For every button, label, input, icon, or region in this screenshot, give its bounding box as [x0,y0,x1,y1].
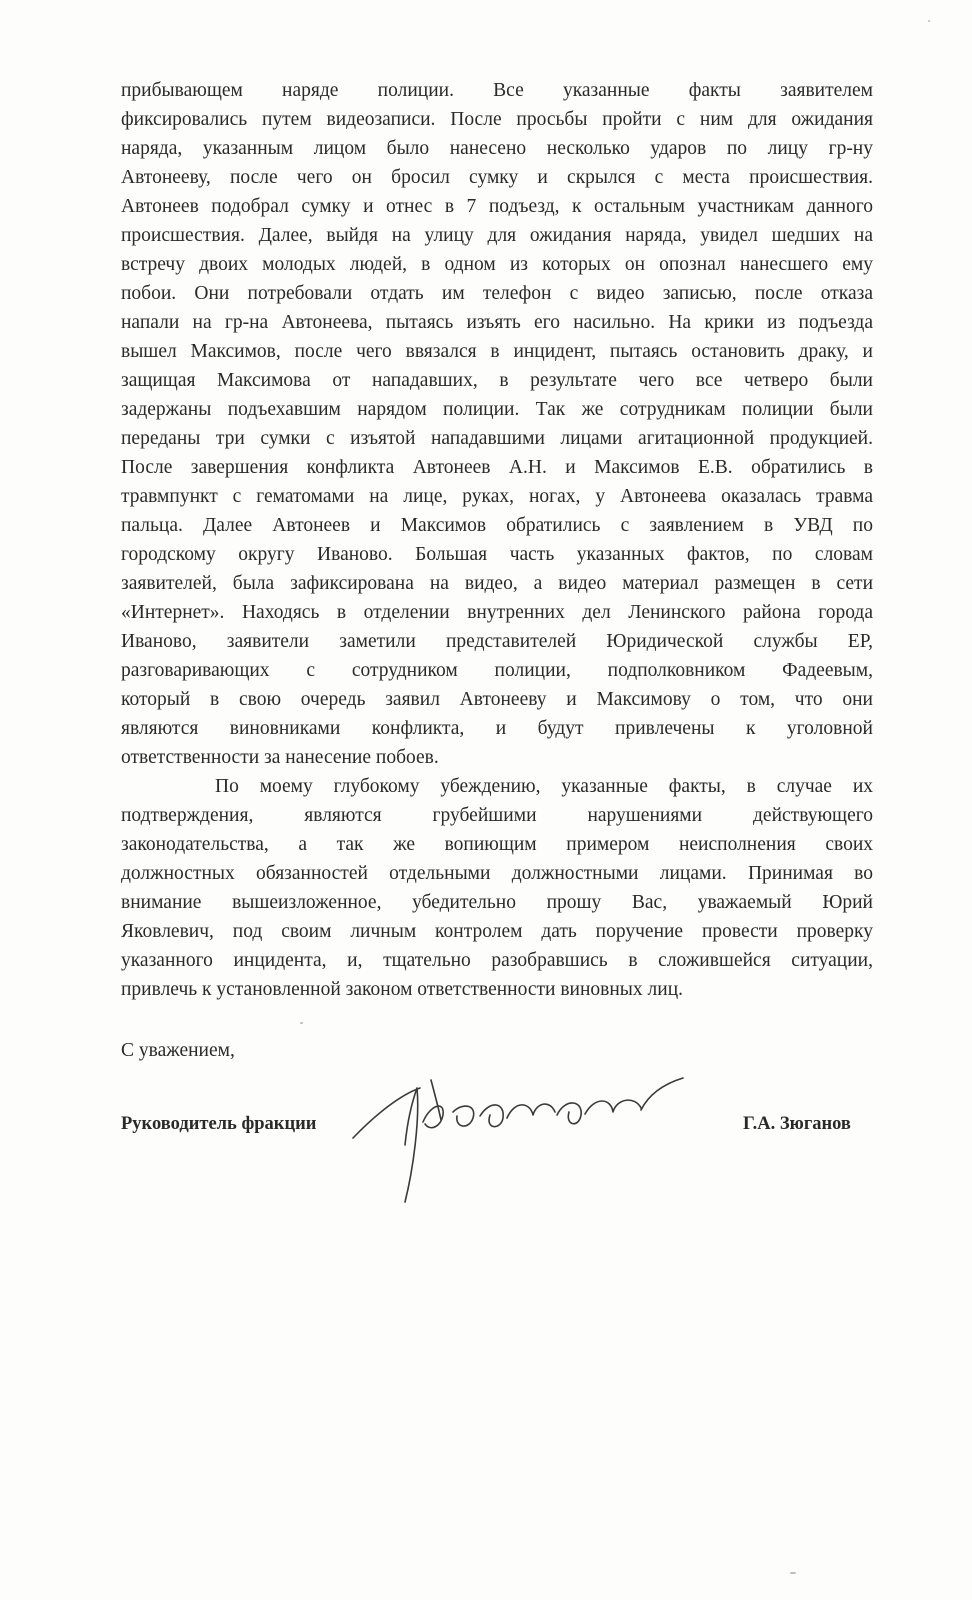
text-line: побои. Они потребовали отдать им телефон с видео записью, после отказа [121,283,873,304]
text-line: происшествия. Далее, выйдя на улицу для ожидания наряда, увидел шедших на [121,225,873,246]
text-line: Автонееву, после чего он бросил сумку и скрылся с места происшествия. [121,167,873,188]
paragraph-2 [121,772,873,1004]
text-line: являются виновниками конфликта, и будут привлечены к уголовной [121,718,873,739]
text-line: встречу двоих молодых людей, в одном из которых он опознал нанесшего ему [121,254,873,275]
signatory-name: Г.А. Зюганов [743,1114,851,1134]
text-line: должностных обязанностей отдельными должностными лицами. Принимая во [121,863,873,884]
text-line: После завершения конфликта Автонеев А.Н. и Максимов Е.В. обратились в [121,457,873,478]
text-line: пальца. Далее Автонеев и Максимов обратились с заявлением в УВД по [121,515,873,536]
text-line: указанного инцидента, и, тщательно разобравшись в сложившейся ситуации, [121,950,873,971]
text-line: По моему глубокому убеждению, указанные факты, в случае их [215,776,873,797]
text-line: наряда, указанным лицом было нанесено несколько ударов по лицу гр-ну [121,138,873,159]
scan-speck [790,1572,796,1574]
text-line: задержаны подъехавшим нарядом полиции. Так же сотрудникам полиции были [121,399,873,420]
scan-speck [300,1022,303,1024]
text-line: фиксировались путем видеозаписи. После просьбы пройти с ним для ожидания [121,109,873,130]
text-line: ответственности за нанесение побоев. [121,747,439,768]
text-line: Иваново, заявители заметили представителей Юридической службы ЕР, [121,631,873,652]
paragraph-1 [121,76,873,772]
text-line: подтверждения, являются грубейшими нарушениями действующего [121,805,873,826]
handwritten-signature [345,1060,705,1210]
text-line: заявителей, была зафиксирована на видео, а видео материал размещен в сети [121,573,873,594]
text-line: переданы три сумки с изъятой нападавшими лицами агитационной продукцией. [121,428,873,449]
scan-speck [928,20,930,22]
letter-body [121,76,873,1004]
text-line: травмпункт с гематомами на лице, руках, ногах, у Автонеева оказалась травма [121,486,873,507]
text-line: разговаривающих с сотрудником полиции, подполковником Фадеевым, [121,660,873,681]
text-line: Яковлевич, под своим личным контролем дать поручение провести проверку [121,921,873,942]
text-line: Автонеев подобрал сумку и отнес в 7 подъезд, к остальным участникам данного [121,196,873,217]
text-line: внимание вышеизложенное, убедительно прошу Вас, уважаемый Юрий [121,892,873,913]
text-line: напали на гр-на Автонеева, пытаясь изъять его насильно. На крики из подъезда [121,312,873,333]
closing-salutation: С уважением, [121,1040,235,1061]
text-line: вышел Максимов, после чего ввязался в инцидент, пытаясь остановить драку, и [121,341,873,362]
text-line: привлечь к установленной законом ответственности виновных лиц. [121,979,684,1000]
text-line: городскому округу Иваново. Большая часть указанных фактов, по словам [121,544,873,565]
text-line: защищая Максимова от нападавших, в результате чего все четверо были [121,370,873,391]
text-line: законодательства, а так же вопиющим примером неисполнения своих [121,834,873,855]
text-line: который в свою очередь заявил Автонееву и Максимову о том, что они [121,689,873,710]
signatory-title: Руководитель фракции [121,1114,317,1134]
text-line: «Интернет». Находясь в отделении внутренних дел Ленинского района города [121,602,873,623]
text-line: прибывающем наряде полиции. Все указанные факты заявителем [121,80,873,101]
